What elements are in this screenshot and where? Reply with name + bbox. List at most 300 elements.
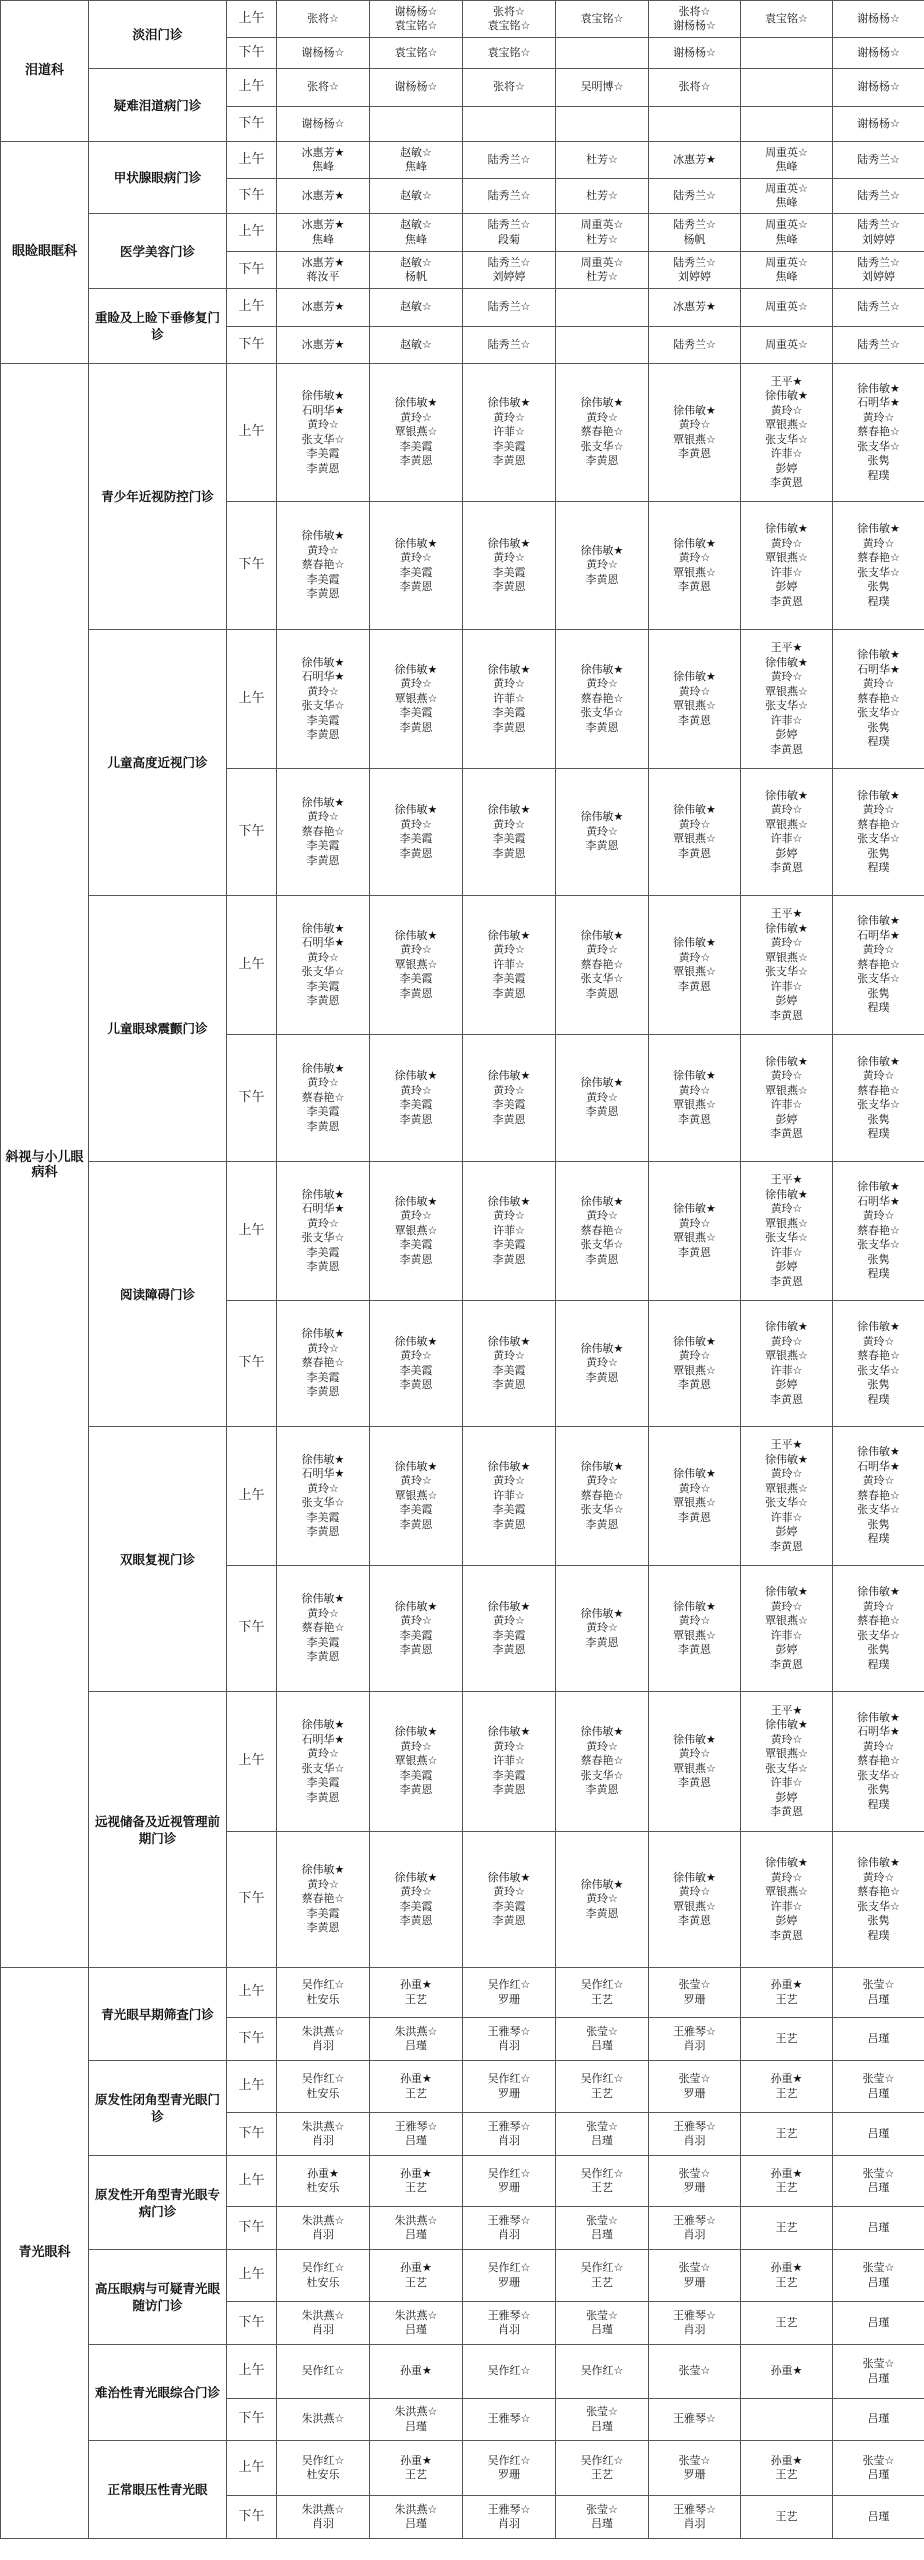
schedule-body: [1, 1, 924, 2539]
time-slot: 下午: [227, 502, 277, 630]
doctor-cell: 徐伟敏★ 黄玲☆ 覃银燕☆ 许菲☆ 彭婷 李黄恩: [741, 1301, 833, 1427]
time-slot: 下午: [227, 1832, 277, 1968]
doctor-cell: 徐伟敏★ 黄玲☆ 蔡春艳☆ 张支华☆ 李黄恩: [556, 364, 649, 502]
doctor-cell: 徐伟敏★ 黄玲☆ 李美霞 李黄恩: [370, 1035, 463, 1162]
doctor-cell: 王平★ 徐伟敏★ 黄玲☆ 覃银燕☆ 张支华☆ 许菲☆ 彭婷 李黄恩: [741, 896, 833, 1035]
doctor-cell: 朱洪燕☆ 吕瑾: [370, 2399, 463, 2441]
doctor-cell: 徐伟敏★ 石明华★ 黄玲☆ 张支华☆ 李美霞 李黄恩: [277, 630, 370, 769]
department-name: 眼睑眼眶科: [1, 142, 89, 364]
doctor-cell: 赵敏☆ 焦峰: [370, 214, 463, 252]
doctor-cell: 谢杨杨☆: [370, 69, 463, 107]
doctor-cell: 孙重★ 王艺: [370, 2441, 463, 2496]
time-slot: 下午: [227, 252, 277, 289]
schedule-row: [1, 142, 924, 179]
doctor-cell: 朱洪燕☆ 吕瑾: [370, 2207, 463, 2250]
doctor-cell: 陆秀兰☆: [833, 289, 924, 327]
doctor-cell: 张莹☆ 吕瑾: [556, 2207, 649, 2250]
doctor-cell: 吕瑾: [833, 2018, 924, 2061]
doctor-cell: 徐伟敏★ 黄玲☆ 蔡春艳☆ 张支华☆ 李黄恩: [556, 1692, 649, 1832]
clinic-name: 淡泪门诊: [89, 1, 227, 69]
doctor-cell: 周重英☆ 焦峰: [741, 252, 833, 289]
doctor-cell: 徐伟敏★ 黄玲☆ 李黄恩: [556, 502, 649, 630]
schedule-row: [1, 2061, 924, 2113]
doctor-cell: 杜芳☆: [556, 142, 649, 179]
doctor-cell: 陆秀兰☆: [833, 142, 924, 179]
time-slot: 下午: [227, 1301, 277, 1427]
doctor-cell: 徐伟敏★ 黄玲☆ 李美霞 李黄恩: [370, 1301, 463, 1427]
time-slot: 下午: [227, 1566, 277, 1692]
time-slot: 上午: [227, 142, 277, 179]
doctor-cell: 赵敏☆: [370, 179, 463, 214]
doctor-cell: 徐伟敏★ 黄玲☆ 李美霞 李黄恩: [370, 1832, 463, 1968]
doctor-cell: 徐伟敏★ 黄玲☆ 蔡春艳☆ 张支华☆ 李黄恩: [556, 896, 649, 1035]
doctor-cell: 袁宝铭☆: [741, 1, 833, 38]
time-slot: 上午: [227, 630, 277, 769]
doctor-cell: 徐伟敏★ 黄玲☆ 覃银燕☆ 许菲☆ 彭婷 李黄恩: [741, 502, 833, 630]
doctor-cell: 王平★ 徐伟敏★ 黄玲☆ 覃银燕☆ 张支华☆ 许菲☆ 彭婷 李黄恩: [741, 1162, 833, 1301]
doctor-cell: 朱洪燕☆ 肖羽: [277, 2302, 370, 2345]
doctor-cell: 王雅琴☆ 肖羽: [649, 2496, 741, 2539]
doctor-cell: 朱洪燕☆ 肖羽: [277, 2018, 370, 2061]
department-name: 青光眼科: [1, 1968, 89, 2539]
clinic-name: 甲状腺眼病门诊: [89, 142, 227, 214]
doctor-cell: 陆秀兰☆ 刘婷婷: [649, 252, 741, 289]
schedule-row: [1, 2156, 924, 2207]
doctor-cell: 赵敏☆ 杨帆: [370, 252, 463, 289]
doctor-cell: 徐伟敏★ 黄玲☆ 许菲☆ 李美霞 李黄恩: [463, 364, 556, 502]
doctor-cell: 徐伟敏★ 黄玲☆ 李黄恩: [556, 1566, 649, 1692]
doctor-cell: 谢杨杨☆: [833, 107, 924, 142]
doctor-cell: 张将☆: [277, 69, 370, 107]
doctor-cell: 徐伟敏★ 黄玲☆ 蔡春艳☆ 李美霞 李黄恩: [277, 769, 370, 896]
doctor-cell: 张莹☆: [649, 2345, 741, 2399]
doctor-cell: [649, 107, 741, 142]
doctor-cell: 王艺: [741, 2302, 833, 2345]
doctor-cell: 王雅琴☆: [649, 2399, 741, 2441]
doctor-cell: 徐伟敏★ 黄玲☆ 李美霞 李黄恩: [370, 1566, 463, 1692]
doctor-cell: 王雅琴☆ 肖羽: [463, 2496, 556, 2539]
doctor-cell: 冰惠芳★: [277, 179, 370, 214]
schedule-row: [1, 364, 924, 502]
doctor-cell: 徐伟敏★ 黄玲☆ 李黄恩: [556, 769, 649, 896]
doctor-cell: 王雅琴☆ 吕瑾: [370, 2113, 463, 2156]
doctor-cell: 王艺: [741, 2496, 833, 2539]
doctor-cell: 张莹☆ 吕瑾: [556, 2113, 649, 2156]
doctor-cell: [741, 38, 833, 69]
doctor-cell: 吴作红☆ 罗珊: [463, 2061, 556, 2113]
doctor-cell: 朱洪燕☆ 肖羽: [277, 2113, 370, 2156]
time-slot: 上午: [227, 1162, 277, 1301]
doctor-cell: 张莹☆ 罗珊: [649, 2250, 741, 2302]
doctor-cell: [741, 2399, 833, 2441]
doctor-cell: 徐伟敏★ 黄玲☆ 蔡春艳☆ 张支华☆ 李黄恩: [556, 1427, 649, 1566]
doctor-cell: 周重英☆ 杜芳☆: [556, 214, 649, 252]
doctor-cell: 陆秀兰☆: [833, 327, 924, 364]
doctor-cell: 孙重★ 王艺: [741, 2156, 833, 2207]
doctor-cell: 陆秀兰☆ 刘婷婷: [833, 214, 924, 252]
time-slot: 上午: [227, 2441, 277, 2496]
doctor-cell: 张莹☆ 吕瑾: [833, 2061, 924, 2113]
doctor-cell: 徐伟敏★ 黄玲☆ 蔡春艳☆ 李美霞 李黄恩: [277, 502, 370, 630]
time-slot: 上午: [227, 214, 277, 252]
time-slot: 上午: [227, 289, 277, 327]
doctor-cell: 徐伟敏★ 黄玲☆ 覃银燕☆ 许菲☆ 彭婷 李黄恩: [741, 769, 833, 896]
doctor-cell: 朱洪燕☆ 肖羽: [277, 2207, 370, 2250]
clinic-name: 儿童眼球震颤门诊: [89, 896, 227, 1162]
doctor-cell: 陆秀兰☆: [833, 179, 924, 214]
clinic-name: 难治性青光眼综合门诊: [89, 2345, 227, 2441]
doctor-cell: 袁宝铭☆: [370, 38, 463, 69]
doctor-cell: 吴作红☆: [463, 2345, 556, 2399]
schedule-row: [1, 69, 924, 107]
schedule-row: [1, 289, 924, 327]
doctor-cell: 吴作红☆ 杜安乐: [277, 2061, 370, 2113]
doctor-cell: 徐伟敏★ 黄玲☆ 覃银燕☆ 李黄恩: [649, 1566, 741, 1692]
doctor-cell: 吴作红☆ 杜安乐: [277, 2441, 370, 2496]
doctor-cell: 谢杨杨☆: [277, 38, 370, 69]
time-slot: 上午: [227, 69, 277, 107]
doctor-cell: [463, 107, 556, 142]
doctor-cell: 徐伟敏★ 黄玲☆ 覃银燕☆ 李美霞 李黄恩: [370, 364, 463, 502]
doctor-cell: 吴作红☆ 杜安乐: [277, 2250, 370, 2302]
doctor-cell: 徐伟敏★ 黄玲☆ 蔡春艳☆ 张支华☆ 张隽 程璞: [833, 502, 924, 630]
doctor-cell: 王雅琴☆: [463, 2399, 556, 2441]
doctor-cell: 徐伟敏★ 黄玲☆ 李美霞 李黄恩: [463, 1566, 556, 1692]
doctor-cell: 徐伟敏★ 黄玲☆ 李美霞 李黄恩: [463, 1035, 556, 1162]
doctor-cell: 孙重★ 王艺: [741, 2250, 833, 2302]
time-slot: 下午: [227, 2399, 277, 2441]
doctor-cell: 徐伟敏★ 黄玲☆ 蔡春艳☆ 张支华☆ 张隽 程璞: [833, 1301, 924, 1427]
doctor-cell: 张莹☆ 吕瑾: [556, 2399, 649, 2441]
doctor-cell: 徐伟敏★ 黄玲☆ 覃银燕☆ 李黄恩: [649, 630, 741, 769]
doctor-cell: 朱洪燕☆: [277, 2399, 370, 2441]
doctor-cell: 张将☆: [463, 69, 556, 107]
doctor-cell: 徐伟敏★ 黄玲☆ 覃银燕☆ 李黄恩: [649, 502, 741, 630]
clinic-name: 原发性闭角型青光眼门诊: [89, 2061, 227, 2156]
doctor-cell: 朱洪燕☆ 肖羽: [277, 2496, 370, 2539]
doctor-cell: 陆秀兰☆: [463, 142, 556, 179]
doctor-cell: 谢杨杨☆: [833, 69, 924, 107]
schedule-row: [1, 1162, 924, 1301]
doctor-cell: 徐伟敏★ 石明华★ 黄玲☆ 蔡春艳☆ 张支华☆ 张隽 程璞: [833, 1162, 924, 1301]
doctor-cell: 徐伟敏★ 黄玲☆ 覃银燕☆ 李黄恩: [649, 1832, 741, 1968]
time-slot: 下午: [227, 2207, 277, 2250]
time-slot: 下午: [227, 2018, 277, 2061]
doctor-cell: 孙重★: [370, 2345, 463, 2399]
doctor-cell: 王艺: [741, 2207, 833, 2250]
doctor-cell: 徐伟敏★ 黄玲☆ 许菲☆ 李美霞 李黄恩: [463, 1162, 556, 1301]
time-slot: 上午: [227, 896, 277, 1035]
doctor-cell: 徐伟敏★ 石明华★ 黄玲☆ 蔡春艳☆ 张支华☆ 张隽 程璞: [833, 364, 924, 502]
doctor-cell: 徐伟敏★ 黄玲☆ 覃银燕☆ 李美霞 李黄恩: [370, 896, 463, 1035]
time-slot: 上午: [227, 1, 277, 38]
doctor-cell: 赵敏☆ 焦峰: [370, 142, 463, 179]
doctor-cell: 王雅琴☆ 肖羽: [649, 2207, 741, 2250]
doctor-cell: 陆秀兰☆ 刘婷婷: [463, 252, 556, 289]
doctor-cell: 冰惠芳★: [649, 289, 741, 327]
doctor-cell: 谢杨杨☆ 袁宝铭☆: [370, 1, 463, 38]
doctor-cell: 王雅琴☆ 肖羽: [649, 2018, 741, 2061]
doctor-cell: 徐伟敏★ 黄玲☆ 覃银燕☆ 李黄恩: [649, 1427, 741, 1566]
doctor-cell: 徐伟敏★ 石明华★ 黄玲☆ 张支华☆ 李美霞 李黄恩: [277, 896, 370, 1035]
doctor-cell: 吴作红☆ 王艺: [556, 2250, 649, 2302]
time-slot: 下午: [227, 179, 277, 214]
doctor-cell: 徐伟敏★ 黄玲☆ 李黄恩: [556, 1301, 649, 1427]
doctor-cell: 王雅琴☆ 肖羽: [463, 2302, 556, 2345]
doctor-cell: 吴明博☆: [556, 69, 649, 107]
doctor-cell: 吴作红☆ 王艺: [556, 2061, 649, 2113]
doctor-cell: 徐伟敏★ 黄玲☆ 许菲☆ 李美霞 李黄恩: [463, 630, 556, 769]
department-name: 泪道科: [1, 1, 89, 142]
doctor-cell: 朱洪燕☆ 吕瑾: [370, 2302, 463, 2345]
doctor-cell: 孙重★ 杜安乐: [277, 2156, 370, 2207]
doctor-cell: 徐伟敏★ 黄玲☆ 覃银燕☆ 李黄恩: [649, 1301, 741, 1427]
schedule-row: [1, 1427, 924, 1566]
doctor-cell: 张莹☆ 吕瑾: [833, 1968, 924, 2018]
doctor-cell: 杜芳☆: [556, 179, 649, 214]
doctor-cell: 徐伟敏★ 石明华★ 黄玲☆ 蔡春艳☆ 张支华☆ 张隽 程璞: [833, 1427, 924, 1566]
clinic-name: 青光眼早期筛查门诊: [89, 1968, 227, 2061]
time-slot: 上午: [227, 2156, 277, 2207]
doctor-cell: 徐伟敏★ 黄玲☆ 覃银燕☆ 许菲☆ 彭婷 李黄恩: [741, 1832, 833, 1968]
doctor-cell: 张将☆: [277, 1, 370, 38]
doctor-cell: 孙重★ 王艺: [370, 1968, 463, 2018]
doctor-cell: 张莹☆ 吕瑾: [556, 2496, 649, 2539]
doctor-cell: 徐伟敏★ 黄玲☆ 蔡春艳☆ 张支华☆ 张隽 程璞: [833, 1035, 924, 1162]
doctor-cell: 孙重★ 王艺: [741, 1968, 833, 2018]
doctor-cell: 赵敏☆: [370, 289, 463, 327]
doctor-cell: 吴作红☆ 王艺: [556, 2441, 649, 2496]
clinic-name: 儿童高度近视门诊: [89, 630, 227, 896]
doctor-cell: 徐伟敏★ 黄玲☆ 李黄恩: [556, 1832, 649, 1968]
doctor-cell: 冰惠芳★ 蒋汝平: [277, 252, 370, 289]
time-slot: 下午: [227, 2496, 277, 2539]
doctor-cell: 朱洪燕☆ 吕瑾: [370, 2496, 463, 2539]
doctor-cell: 徐伟敏★ 黄玲☆ 覃银燕☆ 李美霞 李黄恩: [370, 1162, 463, 1301]
doctor-cell: 徐伟敏★ 黄玲☆ 覃银燕☆ 李黄恩: [649, 364, 741, 502]
doctor-cell: 周重英☆ 焦峰: [741, 214, 833, 252]
doctor-cell: 王雅琴☆ 肖羽: [649, 2113, 741, 2156]
time-slot: 下午: [227, 107, 277, 142]
time-slot: 上午: [227, 364, 277, 502]
department-name: 斜视与小儿眼病科: [1, 364, 89, 1968]
doctor-cell: 张将☆ 谢杨杨☆: [649, 1, 741, 38]
doctor-cell: 徐伟敏★ 黄玲☆ 覃银燕☆ 李黄恩: [649, 1162, 741, 1301]
doctor-cell: 张将☆: [649, 69, 741, 107]
clinic-name: 医学美容门诊: [89, 214, 227, 289]
doctor-cell: [370, 107, 463, 142]
doctor-cell: 徐伟敏★ 黄玲☆ 李黄恩: [556, 1035, 649, 1162]
doctor-cell: 徐伟敏★ 石明华★ 黄玲☆ 蔡春艳☆ 张支华☆ 张隽 程璞: [833, 630, 924, 769]
doctor-cell: 张莹☆ 吕瑾: [833, 2441, 924, 2496]
doctor-cell: [741, 69, 833, 107]
doctor-cell: 周重英☆ 焦峰: [741, 179, 833, 214]
doctor-cell: 冰惠芳★: [649, 142, 741, 179]
schedule-row: [1, 2250, 924, 2302]
doctor-cell: 吴作红☆ 罗珊: [463, 2250, 556, 2302]
doctor-cell: 徐伟敏★ 黄玲☆ 覃银燕☆ 许菲☆ 彭婷 李黄恩: [741, 1035, 833, 1162]
time-slot: 上午: [227, 1692, 277, 1832]
doctor-cell: 张将☆ 袁宝铭☆: [463, 1, 556, 38]
doctor-cell: 吴作红☆ 罗珊: [463, 2441, 556, 2496]
doctor-cell: 徐伟敏★ 石明华★ 黄玲☆ 张支华☆ 李美霞 李黄恩: [277, 364, 370, 502]
doctor-cell: 徐伟敏★ 黄玲☆ 李美霞 李黄恩: [463, 1832, 556, 1968]
doctor-cell: 赵敏☆: [370, 327, 463, 364]
doctor-cell: 王平★ 徐伟敏★ 黄玲☆ 覃银燕☆ 张支华☆ 许菲☆ 彭婷 李黄恩: [741, 1692, 833, 1832]
time-slot: 下午: [227, 769, 277, 896]
doctor-cell: 张莹☆ 罗珊: [649, 2061, 741, 2113]
clinic-name: 远视储备及近视管理前期门诊: [89, 1692, 227, 1968]
doctor-cell: 徐伟敏★ 黄玲☆ 覃银燕☆ 李黄恩: [649, 769, 741, 896]
doctor-cell: 吴作红☆ 罗珊: [463, 1968, 556, 2018]
doctor-cell: [556, 107, 649, 142]
doctor-cell: 徐伟敏★ 石明华★ 黄玲☆ 张支华☆ 李美霞 李黄恩: [277, 1162, 370, 1301]
doctor-cell: 陆秀兰☆: [463, 327, 556, 364]
doctor-cell: 周重英☆: [741, 327, 833, 364]
schedule-row: [1, 1692, 924, 1832]
doctor-cell: 徐伟敏★ 黄玲☆ 蔡春艳☆ 李美霞 李黄恩: [277, 1566, 370, 1692]
schedule-row: [1, 214, 924, 252]
doctor-cell: 王平★ 徐伟敏★ 黄玲☆ 覃银燕☆ 张支华☆ 许菲☆ 彭婷 李黄恩: [741, 1427, 833, 1566]
time-slot: 下午: [227, 38, 277, 69]
doctor-cell: 冰惠芳★ 焦峰: [277, 214, 370, 252]
schedule-row: [1, 1, 924, 38]
doctor-cell: 冰惠芳★ 焦峰: [277, 142, 370, 179]
doctor-cell: 冰惠芳★: [277, 327, 370, 364]
doctor-cell: 张莹☆ 罗珊: [649, 2441, 741, 2496]
doctor-cell: 徐伟敏★ 黄玲☆ 覃银燕☆ 李黄恩: [649, 896, 741, 1035]
time-slot: 上午: [227, 2345, 277, 2399]
clinic-name: 青少年近视防控门诊: [89, 364, 227, 630]
time-slot: 下午: [227, 2113, 277, 2156]
doctor-cell: 吕瑾: [833, 2302, 924, 2345]
doctor-cell: 王雅琴☆ 肖羽: [463, 2207, 556, 2250]
doctor-cell: 徐伟敏★ 石明华★ 黄玲☆ 蔡春艳☆ 张支华☆ 张隽 程璞: [833, 1692, 924, 1832]
doctor-cell: 徐伟敏★ 黄玲☆ 蔡春艳☆ 张支华☆ 张隽 程璞: [833, 769, 924, 896]
doctor-cell: 周重英☆ 杜芳☆: [556, 252, 649, 289]
time-slot: 下午: [227, 2302, 277, 2345]
doctor-cell: 徐伟敏★ 黄玲☆ 覃银燕☆ 李黄恩: [649, 1692, 741, 1832]
doctor-cell: 徐伟敏★ 黄玲☆ 李美霞 李黄恩: [370, 769, 463, 896]
doctor-cell: 徐伟敏★ 黄玲☆ 蔡春艳☆ 张支华☆ 李黄恩: [556, 1162, 649, 1301]
doctor-cell: 徐伟敏★ 黄玲☆ 蔡春艳☆ 张支华☆ 张隽 程璞: [833, 1566, 924, 1692]
doctor-cell: 陆秀兰☆ 刘婷婷: [833, 252, 924, 289]
doctor-cell: 吕瑾: [833, 2496, 924, 2539]
doctor-cell: 王平★ 徐伟敏★ 黄玲☆ 覃银燕☆ 张支华☆ 许菲☆ 彭婷 李黄恩: [741, 630, 833, 769]
schedule-row: [1, 2441, 924, 2496]
doctor-cell: 孙重★ 王艺: [741, 2441, 833, 2496]
doctor-cell: 王雅琴☆ 肖羽: [649, 2302, 741, 2345]
doctor-cell: 张莹☆ 吕瑾: [556, 2302, 649, 2345]
doctor-cell: 陆秀兰☆: [463, 289, 556, 327]
schedule-row: [1, 896, 924, 1035]
doctor-cell: 陆秀兰☆ 杨帆: [649, 214, 741, 252]
clinic-name: 疑难泪道病门诊: [89, 69, 227, 142]
doctor-cell: 徐伟敏★ 石明华★ 黄玲☆ 张支华☆ 李美霞 李黄恩: [277, 1427, 370, 1566]
doctor-cell: 徐伟敏★ 黄玲☆ 蔡春艳☆ 李美霞 李黄恩: [277, 1301, 370, 1427]
doctor-cell: 冰惠芳★: [277, 289, 370, 327]
doctor-cell: 陆秀兰☆: [649, 179, 741, 214]
doctor-cell: 吕瑾: [833, 2113, 924, 2156]
doctor-cell: 张莹☆ 吕瑾: [833, 2156, 924, 2207]
doctor-cell: 吴作红☆ 王艺: [556, 2156, 649, 2207]
doctor-cell: 徐伟敏★ 黄玲☆ 许菲☆ 李美霞 李黄恩: [463, 1427, 556, 1566]
doctor-cell: 徐伟敏★ 黄玲☆ 覃银燕☆ 许菲☆ 彭婷 李黄恩: [741, 1566, 833, 1692]
doctor-cell: 张莹☆ 吕瑾: [556, 2018, 649, 2061]
doctor-cell: 孙重★ 王艺: [370, 2250, 463, 2302]
clinic-name: 阅读障碍门诊: [89, 1162, 227, 1427]
doctor-cell: 谢杨杨☆: [833, 38, 924, 69]
doctor-cell: 徐伟敏★ 黄玲☆ 许菲☆ 李美霞 李黄恩: [463, 896, 556, 1035]
doctor-cell: [556, 327, 649, 364]
doctor-cell: 孙重★ 王艺: [741, 2061, 833, 2113]
clinic-name: 重睑及上睑下垂修复门诊: [89, 289, 227, 364]
doctor-cell: 孙重★: [741, 2345, 833, 2399]
clinic-name: 高压眼病与可疑青光眼随访门诊: [89, 2250, 227, 2345]
doctor-cell: 吴作红☆: [277, 2345, 370, 2399]
doctor-cell: 王雅琴☆ 肖羽: [463, 2018, 556, 2061]
doctor-cell: 吴作红☆ 罗珊: [463, 2156, 556, 2207]
doctor-cell: 徐伟敏★ 黄玲☆ 李美霞 李黄恩: [463, 1301, 556, 1427]
doctor-cell: 吕瑾: [833, 2207, 924, 2250]
doctor-cell: 徐伟敏★ 石明华★ 黄玲☆ 张支华☆ 李美霞 李黄恩: [277, 1692, 370, 1832]
doctor-cell: 张莹☆ 吕瑾: [833, 2345, 924, 2399]
doctor-cell: 张莹☆ 吕瑾: [833, 2250, 924, 2302]
doctor-cell: 孙重★ 王艺: [370, 2156, 463, 2207]
doctor-cell: 徐伟敏★ 石明华★ 黄玲☆ 蔡春艳☆ 张支华☆ 张隽 程璞: [833, 896, 924, 1035]
time-slot: 上午: [227, 1427, 277, 1566]
doctor-cell: 张莹☆ 罗珊: [649, 1968, 741, 2018]
doctor-cell: 徐伟敏★ 黄玲☆ 蔡春艳☆ 李美霞 李黄恩: [277, 1035, 370, 1162]
doctor-cell: 谢杨杨☆: [277, 107, 370, 142]
doctor-cell: [556, 289, 649, 327]
schedule-row: [1, 630, 924, 769]
doctor-cell: 孙重★ 王艺: [370, 2061, 463, 2113]
doctor-cell: 吕瑾: [833, 2399, 924, 2441]
doctor-cell: 陆秀兰☆ 段菊: [463, 214, 556, 252]
doctor-cell: 吴作红☆ 王艺: [556, 1968, 649, 2018]
clinic-name: 正常眼压性青光眼: [89, 2441, 227, 2539]
time-slot: 上午: [227, 1968, 277, 2018]
doctor-cell: 袁宝铭☆: [463, 38, 556, 69]
time-slot: 上午: [227, 2061, 277, 2113]
doctor-cell: 徐伟敏★ 黄玲☆ 许菲☆ 李美霞 李黄恩: [463, 1692, 556, 1832]
clinic-name: 原发性开角型青光眼专病门诊: [89, 2156, 227, 2250]
doctor-cell: 朱洪燕☆ 吕瑾: [370, 2018, 463, 2061]
schedule-row: [1, 1968, 924, 2018]
doctor-cell: 王艺: [741, 2113, 833, 2156]
doctor-cell: 吴作红☆: [556, 2345, 649, 2399]
doctor-cell: 徐伟敏★ 黄玲☆ 覃银燕☆ 李美霞 李黄恩: [370, 1692, 463, 1832]
doctor-cell: 王艺: [741, 2018, 833, 2061]
doctor-cell: 徐伟敏★ 黄玲☆ 蔡春艳☆ 李美霞 李黄恩: [277, 1832, 370, 1968]
time-slot: 下午: [227, 327, 277, 364]
doctor-cell: 徐伟敏★ 黄玲☆ 李美霞 李黄恩: [463, 769, 556, 896]
doctor-cell: 徐伟敏★ 黄玲☆ 李美霞 李黄恩: [463, 502, 556, 630]
doctor-cell: 王雅琴☆ 肖羽: [463, 2113, 556, 2156]
doctor-cell: 徐伟敏★ 黄玲☆ 蔡春艳☆ 张支华☆ 李黄恩: [556, 630, 649, 769]
doctor-cell: 袁宝铭☆: [556, 1, 649, 38]
clinic-name: 双眼复视门诊: [89, 1427, 227, 1692]
doctor-cell: 徐伟敏★ 黄玲☆ 蔡春艳☆ 张支华☆ 张隽 程璞: [833, 1832, 924, 1968]
doctor-cell: 吴作红☆ 杜安乐: [277, 1968, 370, 2018]
doctor-cell: 周重英☆ 焦峰: [741, 142, 833, 179]
doctor-cell: 陆秀兰☆: [463, 179, 556, 214]
doctor-cell: 张莹☆ 罗珊: [649, 2156, 741, 2207]
doctor-cell: [741, 107, 833, 142]
doctor-cell: 谢杨杨☆: [649, 38, 741, 69]
doctor-cell: 徐伟敏★ 黄玲☆ 覃银燕☆ 李美霞 李黄恩: [370, 1427, 463, 1566]
